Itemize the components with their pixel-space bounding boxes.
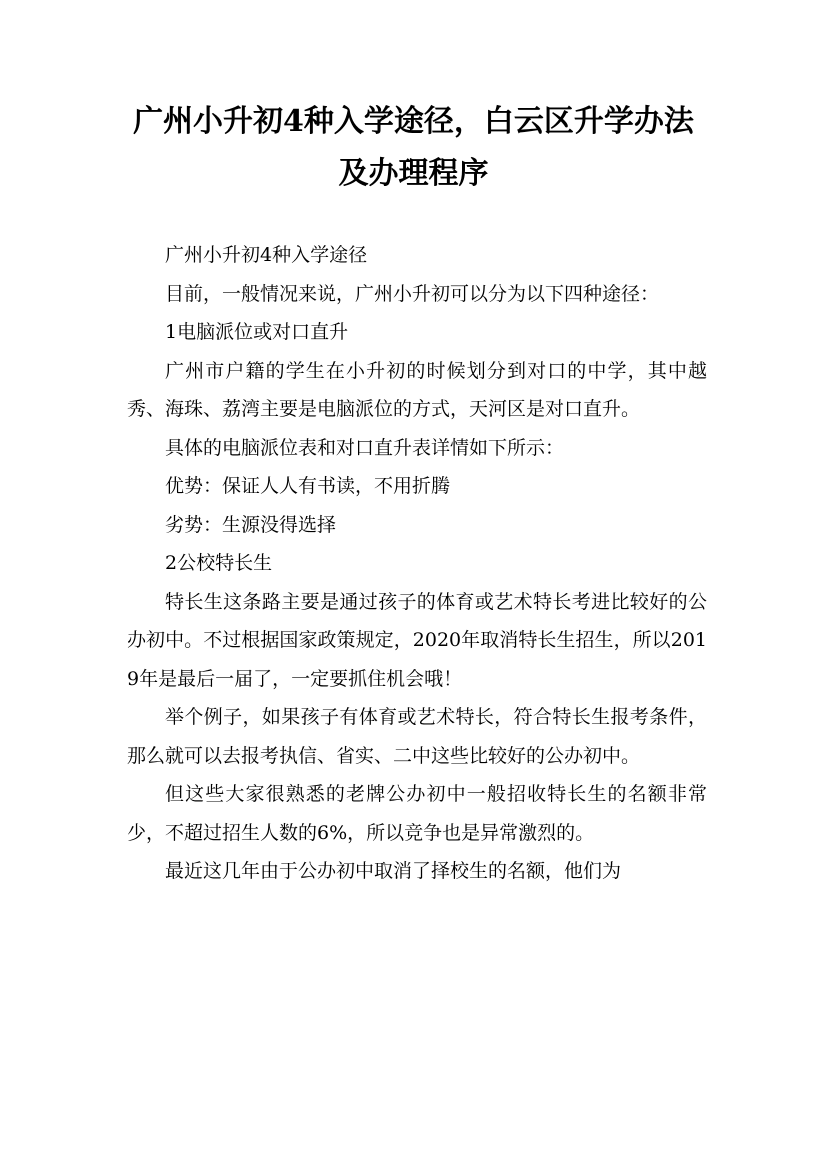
paragraph: 1电脑派位或对口直升: [165, 321, 349, 343]
paragraph: 劣势：生源没得选择: [165, 513, 337, 536]
paragraph: 广州市户籍的学生在小升初的时候划分到对口的中学，其中越秀、海珠、荔湾主要是电脑派位的方式，天河区是对口直升。: [127, 359, 707, 420]
title-line-2: 及办理程序: [338, 156, 489, 191]
paragraph: 举个例子，如果孩子有体育或艺术特长，符合特长生报考条件，那么就可以去报考执信、省实、二中这些比较好的公办初中。: [127, 706, 707, 767]
paragraph: 优势：保证人人有书读，不用折腾: [165, 475, 451, 497]
paragraph: 2公校特长生: [165, 552, 273, 574]
title-line-1: 广州小升初4种入学途径，白云区升学办法: [133, 104, 694, 139]
document-body: [127, 236, 707, 891]
document-title: [100, 96, 727, 200]
paragraph: 目前，一般情况来说，广州小升初可以分为以下四种途径：: [165, 282, 660, 305]
paragraph: 特长生这条路主要是通过孩子的体育或艺术特长考进比较好的公办初中。不过根据国家政策规定，2020年取消特长生招生，所以2019年是最后一届了，一定要抓住机会哦！: [127, 590, 707, 690]
paragraph: 但这些大家很熟悉的老牌公办初中一般招收特长生的名额非常少，不超过招生人数的6%，所以竞争也是异常激烈的。: [127, 783, 707, 844]
paragraph: 具体的电脑派位表和对口直升表详情如下所示：: [165, 436, 565, 459]
paragraph: 最近这几年由于公办初中取消了择校生的名额，他们为: [165, 860, 622, 882]
paragraph: 广州小升初4种入学途径: [165, 244, 368, 266]
